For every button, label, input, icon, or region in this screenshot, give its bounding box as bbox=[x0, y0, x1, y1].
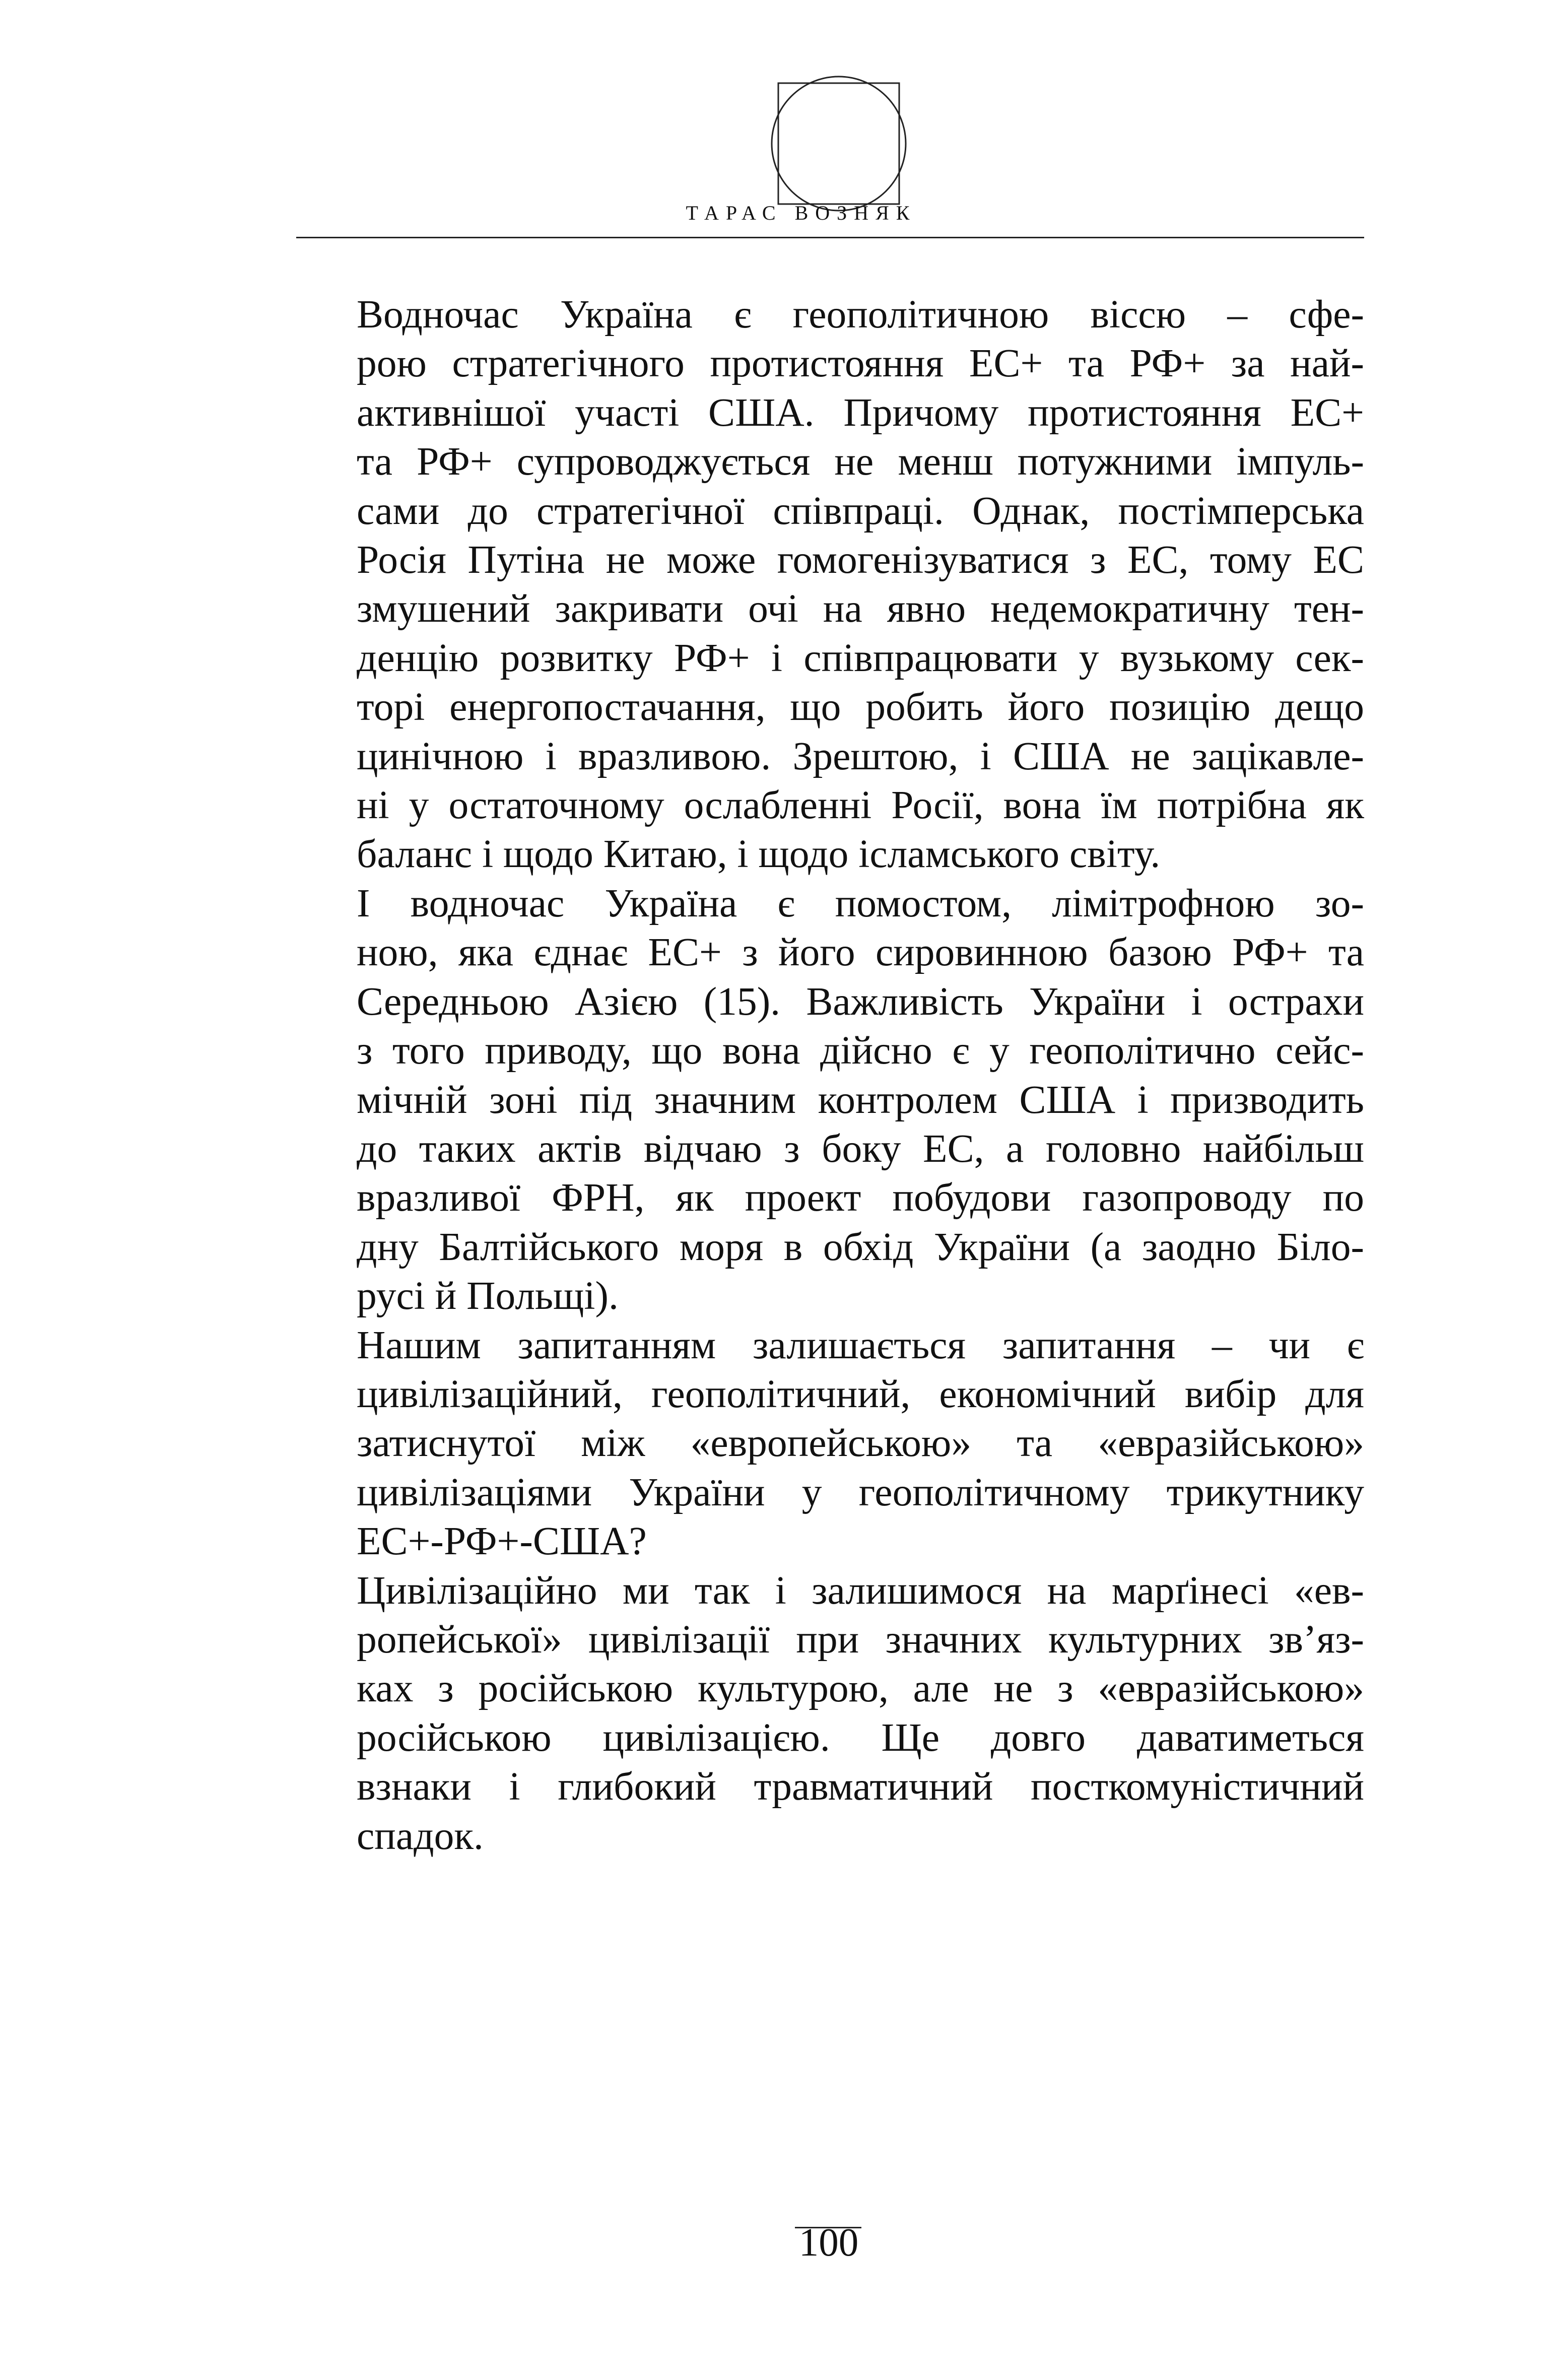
text-line: русі й Польщі). bbox=[357, 1274, 619, 1318]
text-line: ні у остаточному ослабленні Росії, вона їм потрібна як bbox=[357, 783, 1364, 828]
text-line: мічній зоні під значним контролем США і призводить bbox=[357, 1077, 1364, 1122]
text-line: торі енергопостачання, що робить його позицію дещо bbox=[357, 685, 1364, 730]
text-line: ною, яка єднає ЕС+ з його сировинною базою РФ+ та bbox=[357, 930, 1364, 975]
running-head: ТАРАС ВОЗНЯК bbox=[686, 202, 917, 224]
text-line: до таких актів відчаю з боку ЕС, а головно найбільш bbox=[357, 1126, 1364, 1171]
text-line: з того приводу, що вона дійсно є у геополітично сейс- bbox=[357, 1028, 1364, 1073]
circle-square-emblem-icon bbox=[771, 76, 907, 212]
text-line: вразливої ФРН, як проект побудови газопроводу по bbox=[357, 1175, 1364, 1220]
paragraph bbox=[297, 290, 1364, 879]
text-line: та РФ+ супроводжується не менш потужними імпуль- bbox=[357, 439, 1364, 484]
text-line: Водночас Україна є геополітичною віссю – сфе- bbox=[357, 292, 1364, 337]
text-line: Цивілізаційно ми так і залишимося на марґінесі «ев- bbox=[357, 1568, 1364, 1613]
text-line: Середньою Азією (15). Важливість України і острахи bbox=[357, 979, 1364, 1024]
text-line: денцію розвитку РФ+ і співпрацювати у вузькому сек- bbox=[357, 635, 1364, 680]
text-line: Нашим запитанням залишається запитання – чи є bbox=[357, 1323, 1364, 1367]
text-line: рою стратегічного протистояння ЕС+ та РФ+ за най- bbox=[357, 341, 1364, 386]
text-line: дну Балтійського моря в обхід України (а заодно Біло- bbox=[357, 1224, 1364, 1269]
text-line: спадок. bbox=[357, 1813, 484, 1858]
text-line: змушений закривати очі на явно недемократичну тен- bbox=[357, 586, 1364, 631]
text-line: І водночас Україна є помостом, лімітрофною зо- bbox=[357, 881, 1364, 925]
text-line: взнаки і глибокий травматичний посткомуністичний bbox=[357, 1764, 1364, 1809]
text-line: активнішої участі США. Причому протистояння ЕС+ bbox=[357, 390, 1364, 435]
text-line: російською цивілізацією. Ще довго даватиметься bbox=[357, 1715, 1364, 1760]
text-line: сами до стратегічної співпраці. Однак, постімперська bbox=[357, 488, 1364, 533]
body-text bbox=[297, 290, 1364, 1861]
text-line: ЕС+-РФ+-США? bbox=[357, 1519, 647, 1564]
text-line: затиснутої між «европейською» та «евразійською» bbox=[357, 1421, 1364, 1466]
text-line: Росія Путіна не може гомогенізуватися з ЕС, тому ЕС bbox=[357, 538, 1364, 582]
paragraph bbox=[297, 1566, 1364, 1861]
text-line: цивілізаційний, геополітичний, економічний вибір для bbox=[357, 1371, 1364, 1416]
paragraph bbox=[297, 879, 1364, 1321]
paragraph bbox=[297, 1321, 1364, 1566]
header-rule bbox=[296, 237, 1364, 238]
text-line: цивілізаціями України у геополітичному трикутнику bbox=[357, 1470, 1364, 1514]
text-line: ках з російською культурою, але не з «евразійською» bbox=[357, 1666, 1364, 1711]
text-line: ропейської» цивілізації при значних культурних зв’яз- bbox=[357, 1617, 1364, 1662]
text-line: цинічною і вразливою. Зрештою, і США не зацікавле- bbox=[357, 734, 1364, 778]
text-line: баланс і щодо Китаю, і щодо ісламського світу. bbox=[357, 832, 1161, 877]
page-number: 100 bbox=[798, 2221, 859, 2265]
